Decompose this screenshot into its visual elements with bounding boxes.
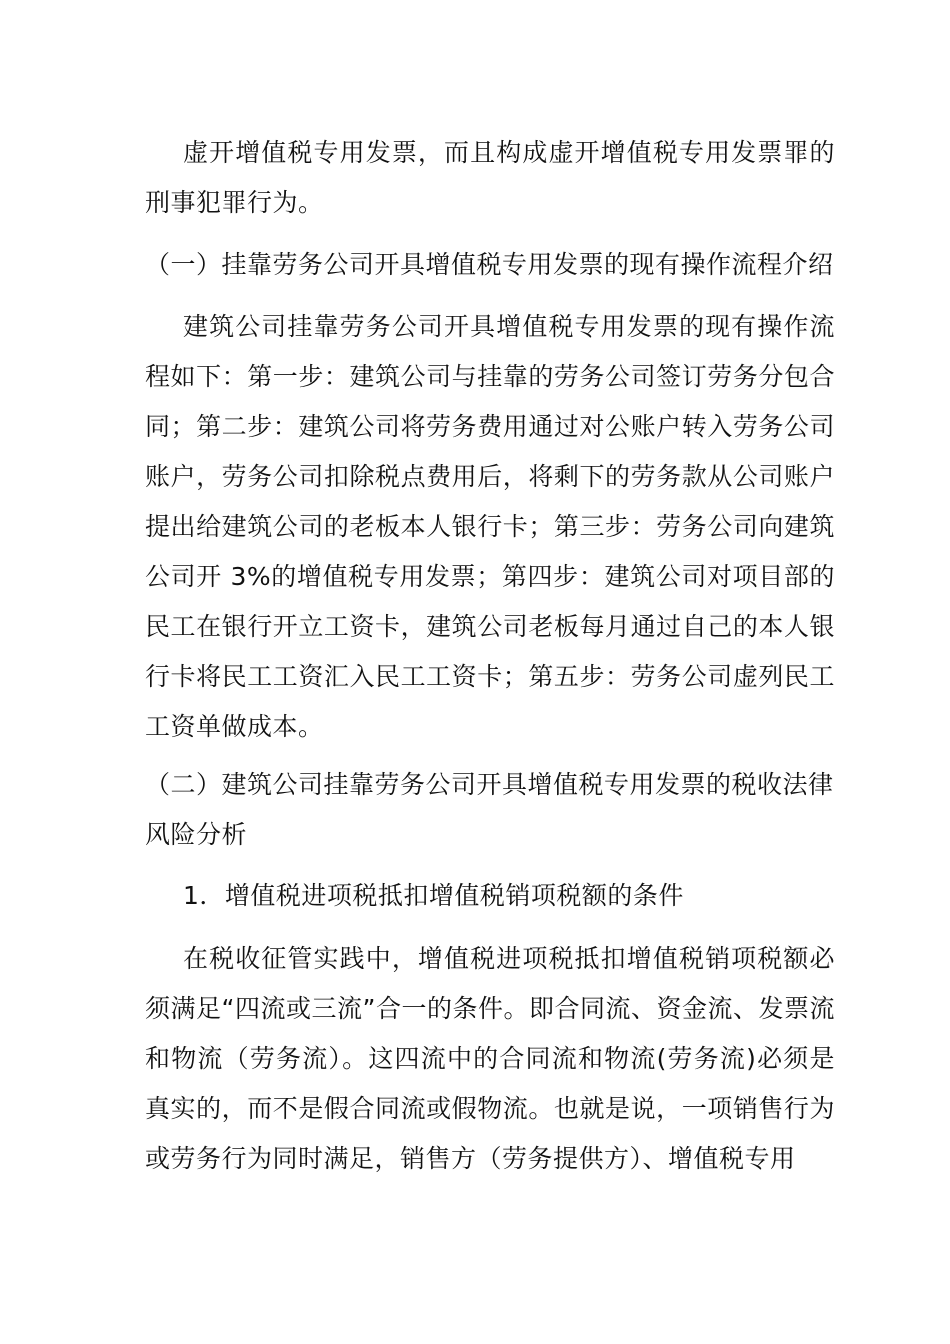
paragraph-intro: 虚开增值税专用发票，而且构成虚开增值税专用发票罪的刑事犯罪行为。: [145, 138, 835, 217]
section-heading-2: （二）建筑公司挂靠劳务公司开具增值税专用发票的税收法律风险分析: [145, 770, 834, 849]
paragraph-conditions: 在税收征管实践中，增值税进项税抵扣增值税销项税额必须满足“四流或三流”合一的条件。即合同流、资金流、发票流和物流（劳务流）。这四流中的合同流和物流(劳务流)必须是真实的，而不是假合同流或假物流。也就是说，一项销售行为或劳务行为同时满足，销售方（劳务提供方）、增值税专用: [145, 944, 835, 1173]
section-heading-1: （一）挂靠劳务公司开具增值税专用发票的现有操作流程介绍: [145, 250, 834, 279]
paragraph-process: 建筑公司挂靠劳务公司开具增值税专用发票的现有操作流程如下：第一步：建筑公司与挂靠的劳务公司签订劳务分包合同；第二步：建筑公司将劳务费用通过对公账户转入劳务公司账户，劳务公司扣除税点费用后，将剩下的劳务款从公司账户提出给建筑公司的老板本人银行卡；第三步：劳务公司向建筑公司开 3%的增值税专用发票；第四步：建筑公司对项目部的民工在银行开立工资卡，建筑公司老板每月通过自己的本人银行卡将民工工资汇入民工工资卡；第五步：劳务公司虚列民工工资单做成本。: [145, 312, 835, 741]
subsection-heading-1: 1．增值税进项税抵扣增值税销项税额的条件: [183, 881, 684, 910]
